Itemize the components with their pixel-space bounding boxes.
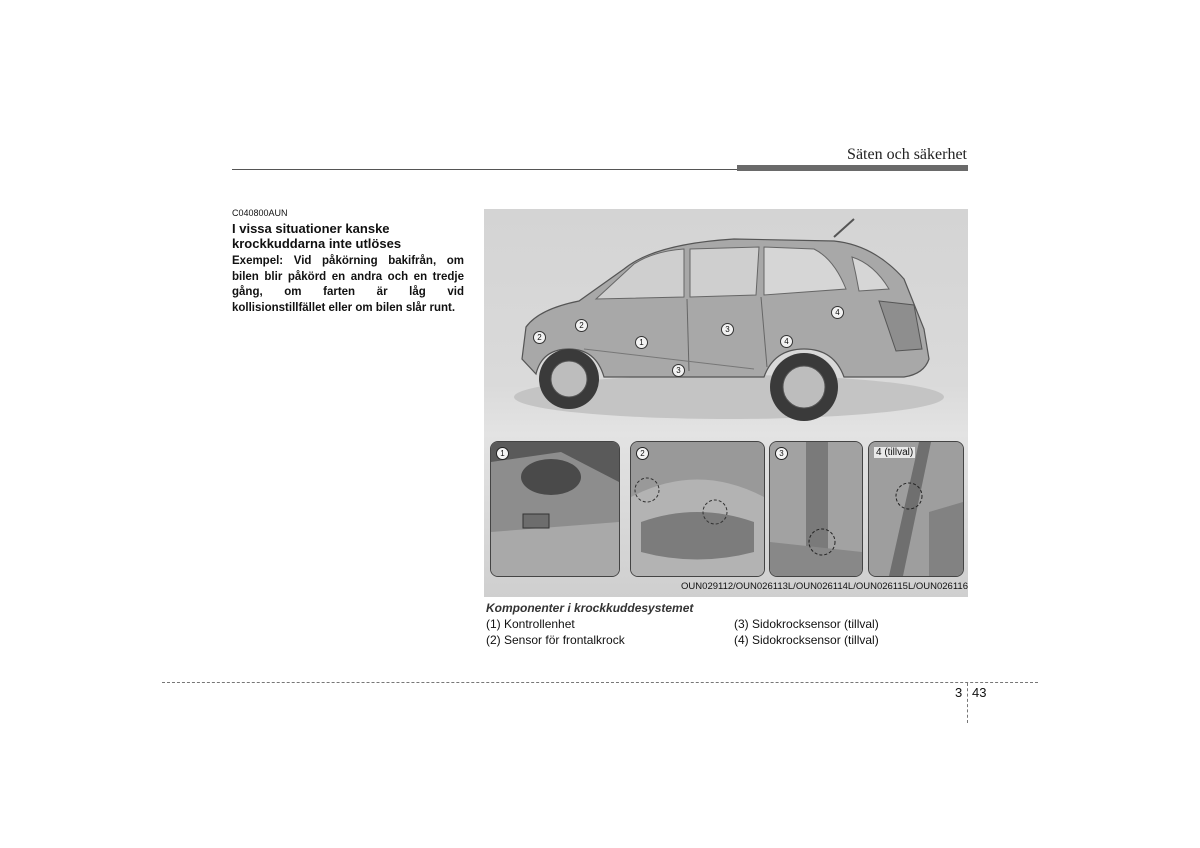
marker-2-front-sensor-left: 2 — [533, 331, 546, 344]
marker-3-side-sensor-upper: 3 — [721, 323, 734, 336]
page-number: 43 — [972, 685, 987, 700]
marker-2-front-sensor-right: 2 — [575, 319, 588, 332]
section-title: Säten och säkerhet — [847, 146, 967, 163]
caption-title: Komponenter i krockkuddesystemet — [486, 601, 694, 615]
marker-4-side-sensor-rear-lower: 4 — [780, 335, 793, 348]
footer-divider — [967, 683, 968, 723]
inset-front-sensors-illustration — [631, 442, 764, 576]
inset-number: 2 — [636, 447, 649, 460]
marker-4-side-sensor-rear-upper: 4 — [831, 306, 844, 319]
inset-control-unit-illustration — [491, 442, 619, 576]
inset-number: 3 — [775, 447, 788, 460]
figure-id: OUN029112/OUN026113L/OUN026114L/OUN026115L/OUN026116 — [681, 581, 968, 592]
airbag-components-figure — [484, 209, 968, 597]
inset-number: 1 — [496, 447, 509, 460]
inset-side-sensor-4 — [868, 441, 964, 577]
inset-side-sensor-3-illustration — [770, 442, 862, 576]
caption-item-2: (2) Sensor för frontalkrock — [486, 633, 625, 647]
header-bar — [737, 165, 968, 171]
article-body: Exempel: Vid påkörning bakifrån, om bilen blir påkörd en andra och en tredje gång, om farten är låg vid kollisionstillfället eller om bilen slår runt. — [232, 255, 464, 314]
inset-side-sensor-3 — [769, 441, 863, 577]
marker-3-side-sensor-lower: 3 — [672, 364, 685, 377]
caption-item-3: (3) Sidokrocksensor (tillval) — [734, 617, 879, 631]
inset-label: 4 (tillval) — [876, 447, 914, 458]
article-code: C040800AUN — [232, 208, 288, 218]
inset-control-unit — [490, 441, 620, 577]
caption-item-1: (1) Kontrollenhet — [486, 617, 575, 631]
inset-side-sensor-4-illustration — [869, 442, 963, 576]
caption-item-4: (4) Sidokrocksensor (tillval) — [734, 633, 879, 647]
inset-front-sensors — [630, 441, 765, 577]
chapter-number: 3 — [955, 685, 963, 700]
footer-rule — [162, 682, 1038, 683]
marker-1-control-unit: 1 — [635, 336, 648, 349]
header-rule — [232, 169, 737, 170]
article-heading: I vissa situationer kanske krockkuddarna inte utlöses — [232, 221, 402, 251]
